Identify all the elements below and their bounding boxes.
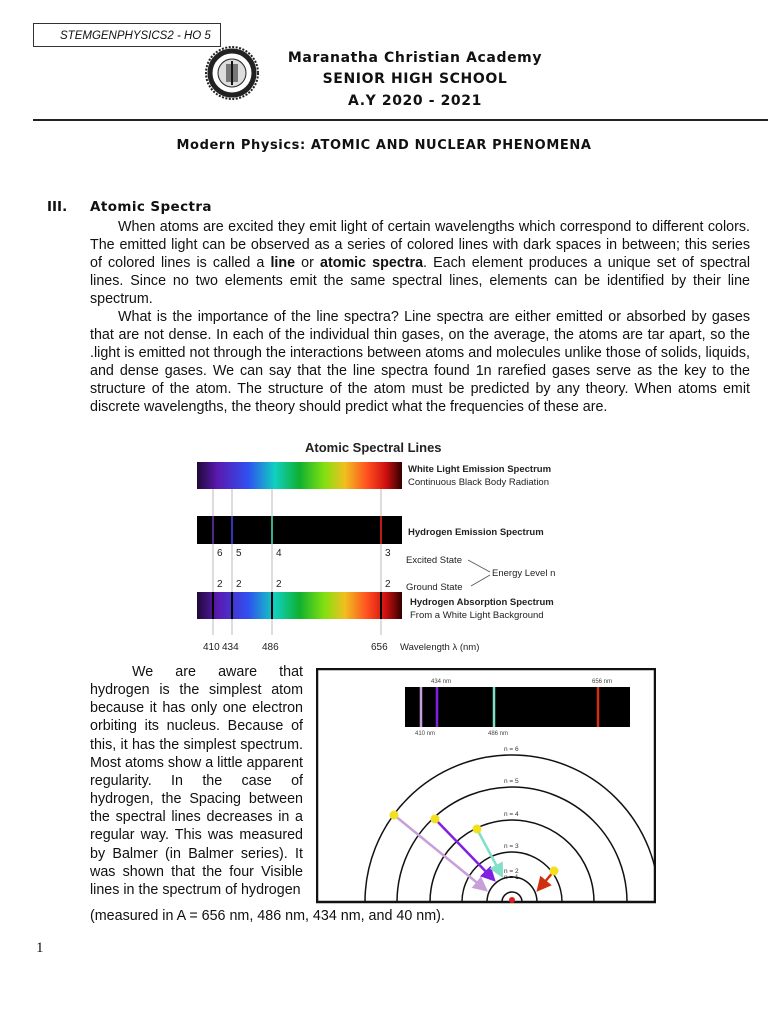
atomic-spectral-lines-figure (190, 435, 590, 657)
academic-year: A.Y 2020 - 2021 (348, 93, 482, 109)
upper-level-label: 5 (236, 548, 242, 559)
orbit-label: n = 1 (504, 874, 519, 881)
wavelength-tick-label: 486 (262, 642, 279, 653)
orbit-label: n = 6 (504, 746, 519, 753)
page-number: 1 (36, 940, 44, 956)
lower-level-label: 2 (236, 579, 242, 590)
wavelength-tick-label: 656 (371, 642, 388, 653)
upper-level-label: 3 (385, 548, 391, 559)
white-spectrum-subtitle: Continuous Black Body Radiation (408, 477, 550, 488)
emission-spectrum-title: Hydrogen Emission Spectrum (408, 527, 544, 538)
orbit-label: n = 3 (504, 843, 519, 850)
orbit-label: n = 2 (504, 868, 519, 875)
paragraph-3-last-line: (measured in A = 656 nm, 486 nm, 434 nm, and 40 nm). (90, 908, 445, 924)
header-rule (33, 119, 768, 121)
spectrum-line-label: 434 nm (431, 679, 452, 685)
absorption-spectrum-title: Hydrogen Absorption Spectrum (410, 597, 554, 608)
excited-state-label: Excited State (406, 555, 462, 566)
electron (473, 825, 482, 834)
white-light-spectrum-bar (197, 462, 402, 489)
spectrum-line-label: 410 nm (415, 731, 436, 737)
document-code-box: STEMGENPHYSICS2 - HO 5 (33, 23, 221, 47)
ground-state-label: Ground State (406, 582, 463, 593)
wavelength-axis-label: Wavelength λ (nm) (400, 642, 480, 653)
upper-level-label: 6 (217, 548, 223, 559)
orbit-label: n = 5 (504, 778, 519, 785)
energy-level-label: Energy Level n (492, 568, 556, 579)
lower-level-label: 2 (276, 579, 282, 590)
school-name: Maranatha Christian Academy (287, 50, 543, 66)
absorption-spectrum-bar (197, 592, 402, 619)
white-spectrum-title: White Light Emission Spectrum (408, 464, 552, 475)
upper-level-label: 4 (276, 548, 282, 559)
emission-spectrum-bar (405, 687, 630, 727)
absorption-spectrum-subtitle: From a White Light Background (410, 610, 544, 621)
nucleus (509, 897, 515, 903)
lower-level-label: 2 (385, 579, 391, 590)
figure-title: Atomic Spectral Lines (305, 440, 442, 455)
energy-level-arrows (468, 560, 490, 586)
electron (431, 815, 440, 824)
wavelength-tick-label: 410 (203, 642, 220, 653)
lower-level-label: 2 (217, 579, 223, 590)
paragraph-3: We are aware that hydrogen is the simplest atom because it has only one electron orbiting its nucleus. Because of this, it has the simplest spectrum. Most atoms show a little apparent regularity. In the case of hydrogen, the Spacing between the spectral lines decreases in a regular way. This was measured by Balmer (in Balmer series). It was shown that the four Visible lines in the spectrum of hydrogen (90, 664, 303, 898)
section-number: III. (47, 199, 68, 215)
electron (390, 811, 399, 820)
bohr-model-figure (316, 668, 656, 904)
spectrum-line-label: 656 nm (592, 679, 613, 685)
emission-spectrum-bar (197, 516, 402, 544)
orbit-label: n = 4 (504, 811, 519, 818)
electron (550, 867, 559, 876)
paragraph-1: When atoms are excited they emit light of certain wavelengths which correspond to different colors. The emitted light can be observed as a series of colored lines with dark spaces in between; this series of colored lines is called a line or atomic spectra. Each element produces a unique set of spectral lines. Since no two elements emit the same spectral lines, elements can be identified by their line spectrum. (90, 219, 750, 308)
department: SENIOR HIGH SCHOOL (322, 71, 508, 87)
paragraph-2: What is the importance of the line spectra? Line spectra are either emitted or absorbed by gases that are not dense. In each of the individual thin gases, on the average, the atoms are tar apart, so the .light is emitted not through the interactions between atoms and molecules unlike those of solids, liquids, and dense gases. We can say that the line spectra found 1n rarefied gases serve as the key to the structure of the atom. The structure of the atom must be predicted by any theory. When atoms emit discrete wavelengths, the theory should predict what the frequencies of these are. (90, 309, 750, 416)
section-title: Atomic Spectra (90, 199, 212, 215)
subject-title: Modern Physics: ATOMIC AND NUCLEAR PHENOMENA (176, 138, 592, 153)
wavelength-tick-label: 434 (222, 642, 239, 653)
spectrum-line-label: 486 nm (488, 731, 509, 737)
